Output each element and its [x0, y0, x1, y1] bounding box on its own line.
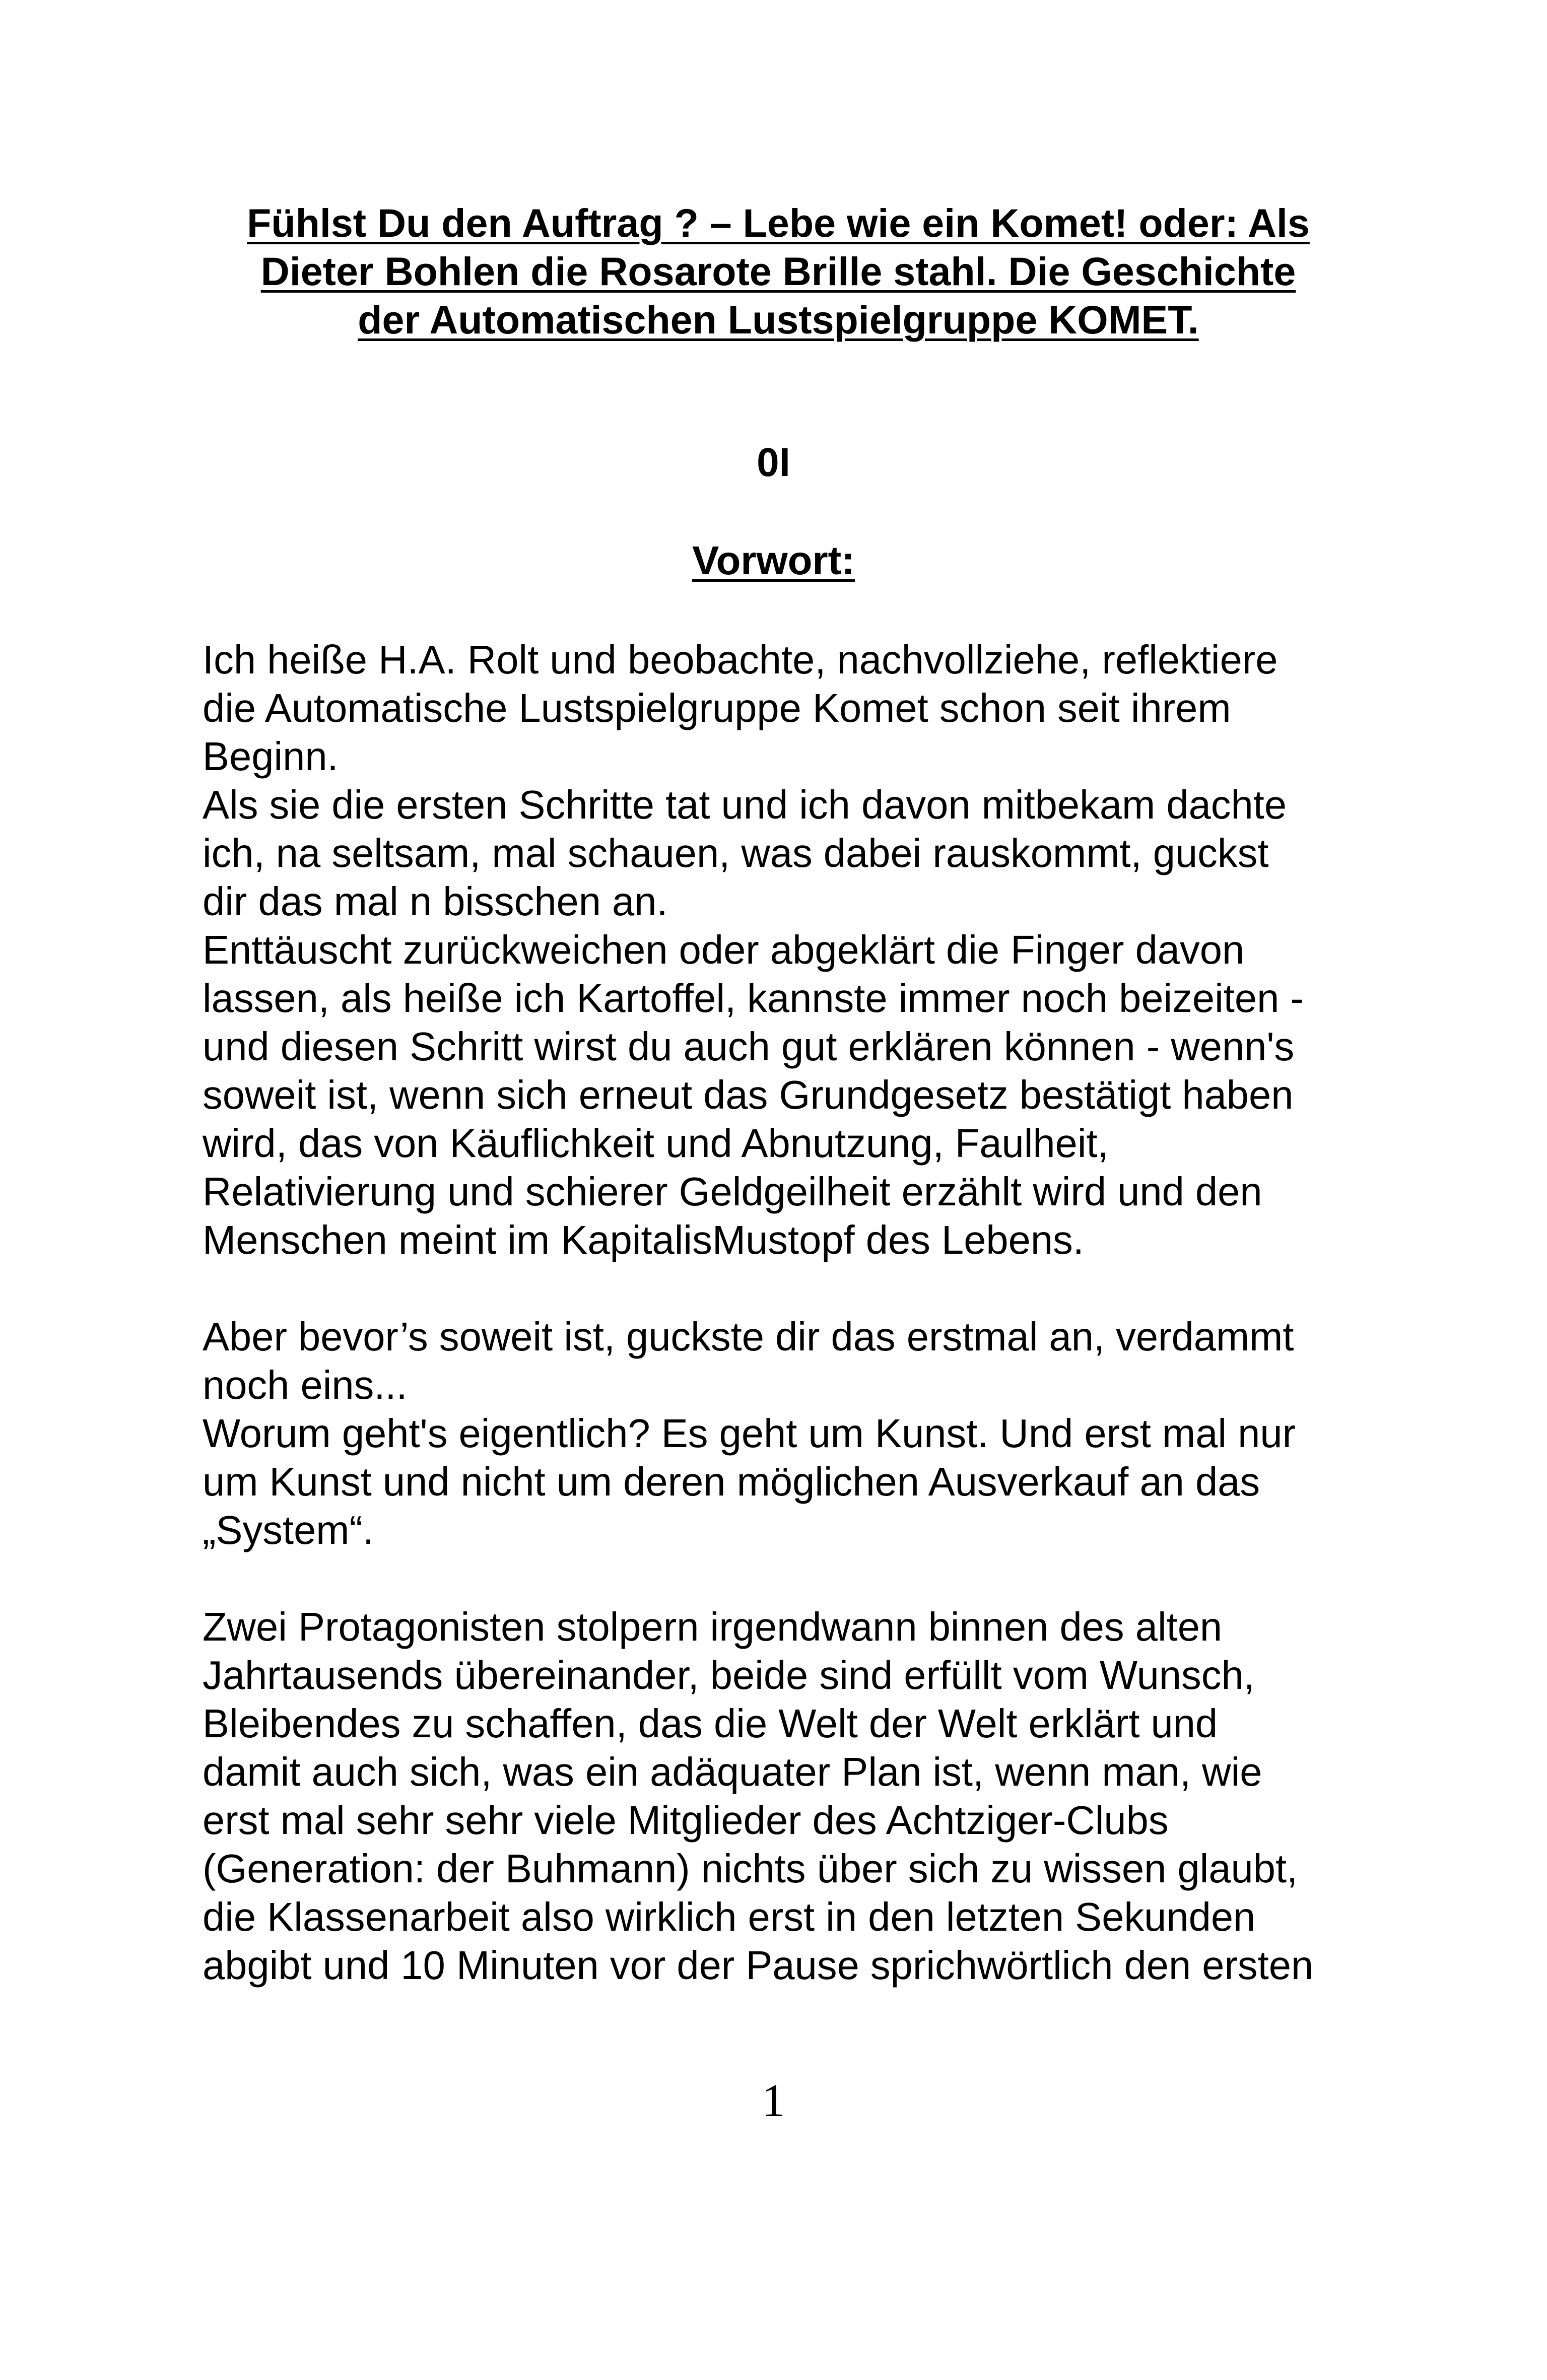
- body-line: lassen, als heiße ich Kartoffel, kannste immer noch beizeiten -: [203, 976, 1304, 1021]
- body-line: Aber bevor’s soweit ist, guckste dir das erstmal an, verdammt: [203, 1314, 1294, 1359]
- title-line: Fühlst Du den Auftrag ? – Lebe wie ein Komet! oder: Als: [247, 200, 1310, 245]
- body-line: erst mal sehr sehr viele Mitglieder des Achtziger-Clubs: [203, 1798, 1169, 1843]
- body-line: ich, na seltsam, mal schauen, was dabei rauskommt, guckst: [203, 831, 1269, 875]
- body-line: die Automatische Lustspielgruppe Komet schon seit ihrem: [203, 686, 1231, 730]
- body-line: Relativierung und schierer Geldgeilheit erzählt wird und den: [203, 1169, 1262, 1214]
- body-line: soweit ist, wenn sich erneut das Grundgesetz bestätigt haben: [203, 1072, 1294, 1117]
- body-line: und diesen Schritt wirst du auch gut erklären können - wenn's: [203, 1024, 1295, 1069]
- body-line: Jahrtausends übereinander, beide sind erfüllt vom Wunsch,: [203, 1653, 1255, 1697]
- body-line: damit auch sich, was ein adäquater Plan ist, wenn man, wie: [203, 1749, 1262, 1794]
- body-line: Zwei Protagonisten stolpern irgendwann binnen des alten: [203, 1604, 1223, 1649]
- paragraph-gap: [203, 1554, 1401, 1603]
- body-text: [203, 636, 1401, 1990]
- title-line: der Automatischen Lustspielgruppe KOMET.: [358, 297, 1199, 342]
- body-line: „System“.: [203, 1508, 374, 1552]
- body-line: Ich heiße H.A. Rolt und beobachte, nachvollziehe, reflektiere: [203, 637, 1278, 682]
- body-line: Als sie die ersten Schritte tat und ich davon mitbekam dachte: [203, 782, 1287, 827]
- body-line: Menschen meint im KapitalisMustopf des Lebens.: [203, 1217, 1084, 1262]
- body-line: dir das mal n bisschen an.: [203, 879, 668, 924]
- section-heading: Vorwort:: [692, 538, 855, 583]
- chapter-number: 0I: [757, 440, 790, 485]
- body-line: Worum geht's eigentlich? Es geht um Kunst. Und erst mal nur: [203, 1411, 1296, 1456]
- body-line: (Generation: der Buhmann) nichts über sich zu wissen glaubt,: [203, 1846, 1298, 1891]
- paragraph-gap: [203, 1264, 1401, 1313]
- body-line: abgibt und 10 Minuten vor der Pause sprichwörtlich den ersten: [203, 1943, 1314, 1988]
- body-line: die Klassenarbeit also wirklich erst in den letzten Sekunden: [203, 1894, 1256, 1939]
- page-number: 1: [762, 2075, 785, 2126]
- body-line: Bleibendes zu schaffen, das die Welt der Welt erklärt und: [203, 1701, 1218, 1746]
- body-line: noch eins...: [203, 1363, 408, 1407]
- body-line: wird, das von Käuflichkeit und Abnutzung, Faulheit,: [203, 1121, 1109, 1166]
- body-line: Enttäuscht zurückweichen oder abgeklärt die Finger davon: [203, 927, 1245, 972]
- body-line: um Kunst und nicht um deren möglichen Ausverkauf an das: [203, 1459, 1260, 1504]
- document-title: [201, 199, 1355, 344]
- title-line: Dieter Bohlen die Rosarote Brille stahl. Die Geschichte: [260, 249, 1296, 294]
- body-line: Beginn.: [203, 734, 339, 779]
